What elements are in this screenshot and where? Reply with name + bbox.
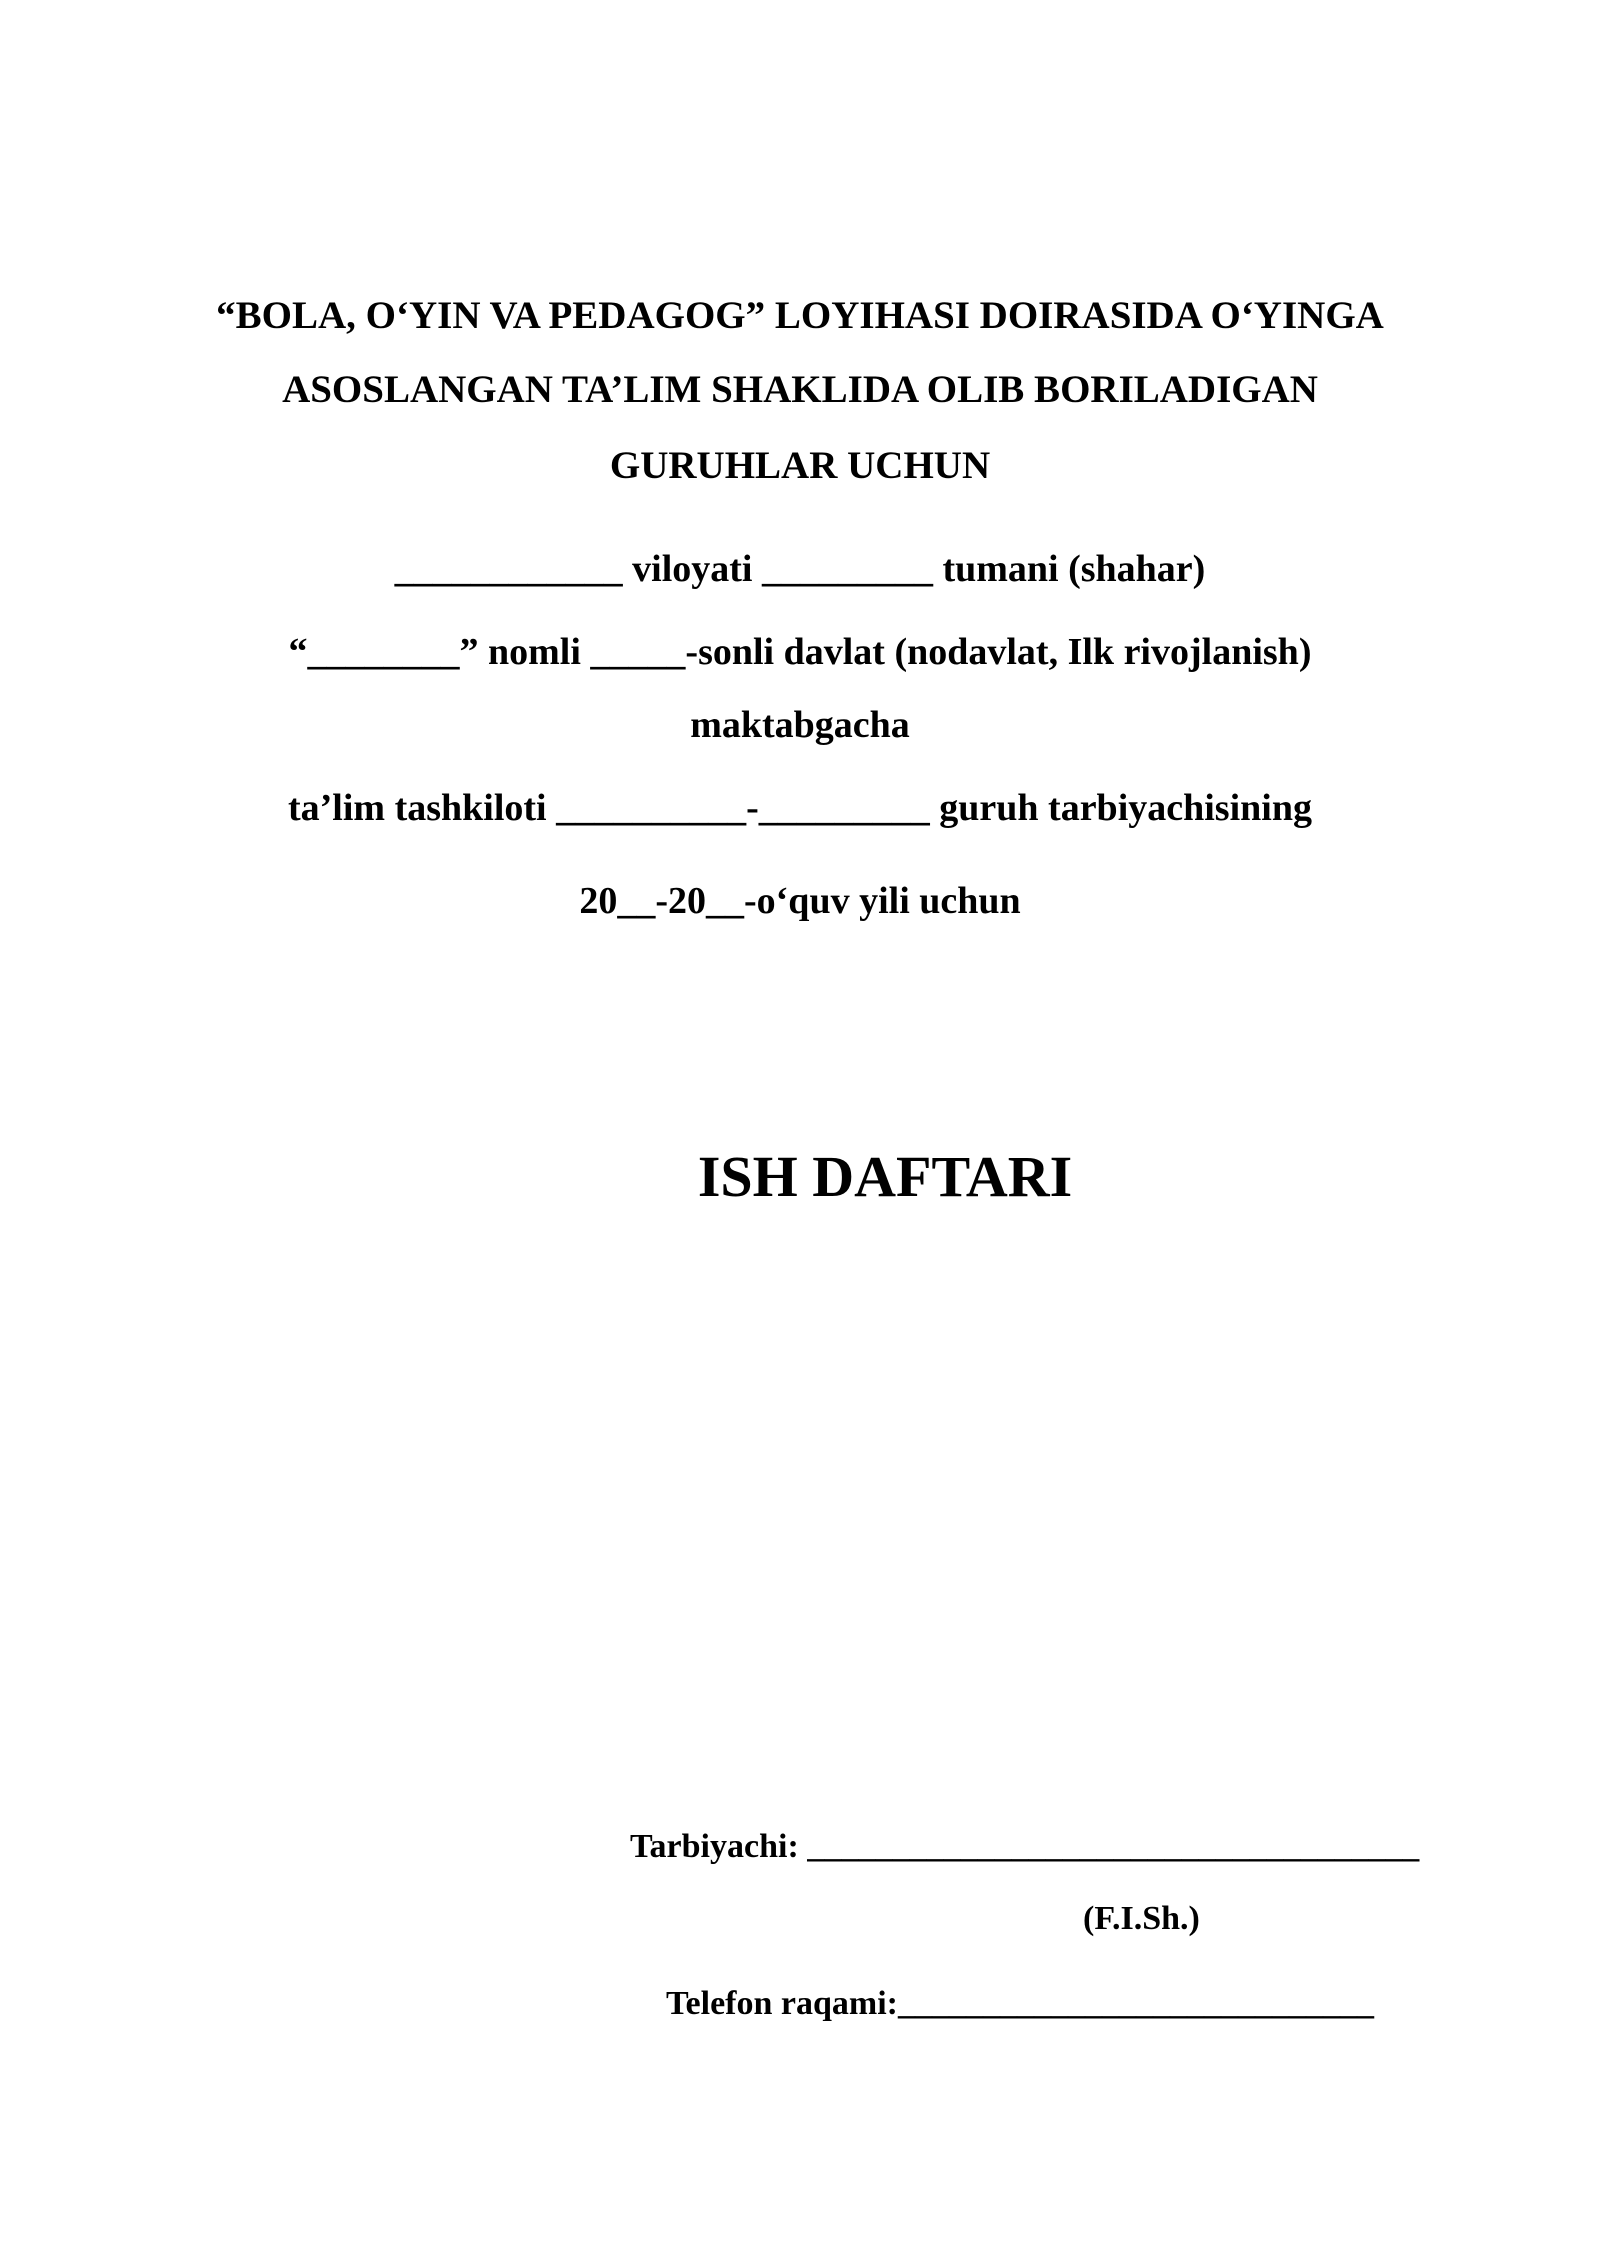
- group-line: ta’lim tashkiloti __________-_________ guruh tarbiyachisining: [288, 787, 1312, 829]
- organization-line: “________” nomli _____-sonli davlat (nodavlat, Ilk rivojlanish): [288, 631, 1312, 673]
- fish-caption: (F.I.Sh.): [1083, 1900, 1200, 1937]
- teacher-signature-line: Tarbiyachi: ____________________________________: [630, 1828, 1420, 1865]
- header-line-1: “BOLA, O‘YIN VA PEDAGOG” LOYIHASI DOIRASIDA O‘YINGA: [216, 294, 1384, 337]
- document-title: ISH DAFTARI: [697, 1144, 1073, 1209]
- academic-year-line: 20__-20__-o‘quv yili uchun: [579, 880, 1021, 922]
- phone-number-line: Telefon raqami:____________________________: [666, 1985, 1375, 2022]
- header-line-3: GURUHLAR UCHUN: [609, 444, 991, 487]
- header-line-2: ASOSLANGAN TA’LIM SHAKLIDA OLIB BORILADIGAN: [282, 368, 1318, 411]
- organization-type: maktabgacha: [690, 704, 910, 746]
- region-line: ____________ viloyati _________ tumani (shahar): [394, 548, 1206, 590]
